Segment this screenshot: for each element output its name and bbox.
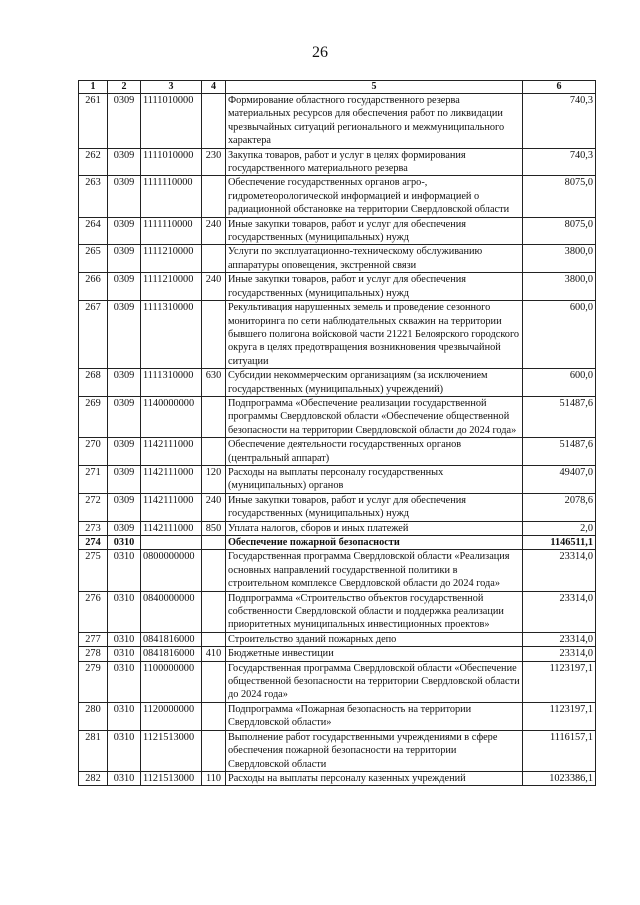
row-amount: 1116157,1 (523, 730, 596, 771)
expense-type-code: 410 (202, 647, 226, 661)
row-number: 262 (79, 148, 108, 176)
row-name: Иные закупки товаров, работ и услуг для обеспечения государственных (муниципальных) нужд (226, 493, 523, 521)
row-number: 263 (79, 176, 108, 217)
table-row (79, 661, 596, 702)
expense-type-code: 850 (202, 521, 226, 535)
target-article-code: 1121513000 (141, 730, 202, 771)
table-row (79, 245, 596, 273)
row-amount: 3800,0 (523, 245, 596, 273)
expense-type-code: 630 (202, 369, 226, 397)
row-amount: 2078,6 (523, 493, 596, 521)
row-name: Подпрограмма «Строительство объектов государственной собственности Свердловской области и поддержка реализации приоритетных муниципальных инвестиционных проектов» (226, 591, 523, 632)
row-amount: 1123197,1 (523, 702, 596, 730)
section-code: 0309 (108, 438, 141, 466)
column-header: 4 (202, 81, 226, 94)
section-code: 0309 (108, 493, 141, 521)
target-article-code: 1142111000 (141, 465, 202, 493)
expense-type-code: 240 (202, 493, 226, 521)
row-number: 266 (79, 273, 108, 301)
row-amount: 1146511,1 (523, 536, 596, 550)
section-code: 0309 (108, 176, 141, 217)
row-amount: 1023386,1 (523, 771, 596, 785)
table-row (79, 521, 596, 535)
column-header: 1 (79, 81, 108, 94)
target-article-code: 1111110000 (141, 176, 202, 217)
target-article-code: 1142111000 (141, 438, 202, 466)
row-name: Государственная программа Свердловской области «Реализация основных направлений государственной политики в строительном комплексе Свердловской области до 2024 года» (226, 550, 523, 591)
target-article-code: 1111210000 (141, 273, 202, 301)
expense-type-code (202, 176, 226, 217)
row-name: Формирование областного государственного резерва материальных ресурсов для обеспечения работ по ликвидации чрезвычайных ситуаций регионального и межмуниципального характера (226, 94, 523, 149)
expense-type-code (202, 550, 226, 591)
table-row (79, 536, 596, 550)
table-row (79, 632, 596, 646)
section-code: 0309 (108, 217, 141, 245)
row-number: 272 (79, 493, 108, 521)
row-number: 274 (79, 536, 108, 550)
section-code: 0310 (108, 647, 141, 661)
row-amount: 51487,6 (523, 396, 596, 437)
row-name: Обеспечение пожарной безопасности (226, 536, 523, 550)
row-name: Услуги по эксплуатационно-техническому обслуживанию аппаратуры оповещения, экстренной связи (226, 245, 523, 273)
target-article-code: 1120000000 (141, 702, 202, 730)
row-number: 281 (79, 730, 108, 771)
row-name: Подпрограмма «Обеспечение реализации государственной программы Свердловской области «Обеспечение общественной безопасности на территории Свердловской области до 2024 года» (226, 396, 523, 437)
target-article-code: 0800000000 (141, 550, 202, 591)
table-row (79, 647, 596, 661)
row-number: 275 (79, 550, 108, 591)
row-number: 271 (79, 465, 108, 493)
row-name: Выполнение работ государственными учреждениями в сфере обеспечения пожарной безопасности на территории Свердловской области (226, 730, 523, 771)
expense-type-code (202, 591, 226, 632)
row-number: 282 (79, 771, 108, 785)
target-article-code: 1140000000 (141, 396, 202, 437)
row-amount: 8075,0 (523, 176, 596, 217)
column-header: 2 (108, 81, 141, 94)
row-amount: 51487,6 (523, 438, 596, 466)
row-number: 276 (79, 591, 108, 632)
row-number: 273 (79, 521, 108, 535)
expense-type-code (202, 94, 226, 149)
row-number: 270 (79, 438, 108, 466)
section-code: 0310 (108, 591, 141, 632)
table-row (79, 217, 596, 245)
row-amount: 8075,0 (523, 217, 596, 245)
row-amount: 1123197,1 (523, 661, 596, 702)
expense-type-code (202, 536, 226, 550)
section-code: 0309 (108, 465, 141, 493)
row-number: 265 (79, 245, 108, 273)
target-article-code: 1111010000 (141, 148, 202, 176)
row-name: Уплата налогов, сборов и иных платежей (226, 521, 523, 535)
row-amount: 23314,0 (523, 632, 596, 646)
section-code: 0310 (108, 632, 141, 646)
table-row (79, 438, 596, 466)
section-code: 0309 (108, 521, 141, 535)
row-number: 267 (79, 301, 108, 369)
section-code: 0310 (108, 550, 141, 591)
column-header: 3 (141, 81, 202, 94)
row-name: Субсидии некоммерческим организациям (за исключением государственных (муниципальных) учреждений) (226, 369, 523, 397)
table-row (79, 396, 596, 437)
target-article-code: 1142111000 (141, 521, 202, 535)
row-name: Расходы на выплаты персоналу государственных (муниципальных) органов (226, 465, 523, 493)
row-number: 268 (79, 369, 108, 397)
target-article-code (141, 536, 202, 550)
row-name: Строительство зданий пожарных депо (226, 632, 523, 646)
expense-type-code: 240 (202, 273, 226, 301)
table-row (79, 94, 596, 149)
row-amount: 49407,0 (523, 465, 596, 493)
row-name: Обеспечение деятельности государственных органов (центральный аппарат) (226, 438, 523, 466)
target-article-code: 0841816000 (141, 632, 202, 646)
section-code: 0309 (108, 396, 141, 437)
table-header-row (79, 81, 596, 94)
section-code: 0309 (108, 245, 141, 273)
column-header: 6 (523, 81, 596, 94)
row-number: 277 (79, 632, 108, 646)
table-body (79, 94, 596, 786)
expense-type-code (202, 301, 226, 369)
section-code: 0309 (108, 148, 141, 176)
row-amount: 740,3 (523, 148, 596, 176)
expense-type-code (202, 661, 226, 702)
table-row (79, 730, 596, 771)
column-header: 5 (226, 81, 523, 94)
row-amount: 600,0 (523, 369, 596, 397)
section-code: 0309 (108, 369, 141, 397)
expense-type-code (202, 730, 226, 771)
target-article-code: 1111210000 (141, 245, 202, 273)
row-name: Рекультивация нарушенных земель и проведение сезонного мониторинга по сети наблюдательных скважин на территории бывшего полигона войсковой части 21221 Белоярского городского округа в целях предотвращения возникновения чрезвычайной ситуации (226, 301, 523, 369)
section-code: 0310 (108, 730, 141, 771)
row-amount: 600,0 (523, 301, 596, 369)
target-article-code: 1111110000 (141, 217, 202, 245)
expense-type-code: 110 (202, 771, 226, 785)
row-amount: 740,3 (523, 94, 596, 149)
row-number: 269 (79, 396, 108, 437)
table-row (79, 493, 596, 521)
table-row (79, 273, 596, 301)
row-number: 261 (79, 94, 108, 149)
table-row (79, 148, 596, 176)
expense-type-code: 240 (202, 217, 226, 245)
row-number: 280 (79, 702, 108, 730)
table-row (79, 771, 596, 785)
target-article-code: 0841816000 (141, 647, 202, 661)
row-number: 279 (79, 661, 108, 702)
expense-type-code (202, 396, 226, 437)
row-amount: 23314,0 (523, 647, 596, 661)
row-name: Государственная программа Свердловской области «Обеспечение общественной безопасности на территории Свердловской области до 2024 года» (226, 661, 523, 702)
row-name: Закупка товаров, работ и услуг в целях формирования государственного материального резерва (226, 148, 523, 176)
target-article-code: 1142111000 (141, 493, 202, 521)
table-row (79, 591, 596, 632)
expense-type-code: 230 (202, 148, 226, 176)
table-row (79, 369, 596, 397)
row-amount: 23314,0 (523, 550, 596, 591)
page-number: 26 (312, 44, 328, 61)
target-article-code: 1111010000 (141, 94, 202, 149)
budget-table (78, 80, 596, 786)
table-row (79, 176, 596, 217)
target-article-code: 1121513000 (141, 771, 202, 785)
row-amount: 23314,0 (523, 591, 596, 632)
target-article-code: 1100000000 (141, 661, 202, 702)
row-name: Иные закупки товаров, работ и услуг для обеспечения государственных (муниципальных) нужд (226, 217, 523, 245)
section-code: 0309 (108, 94, 141, 149)
target-article-code: 1111310000 (141, 301, 202, 369)
expense-type-code (202, 632, 226, 646)
row-name: Подпрограмма «Пожарная безопасность на территории Свердловской области» (226, 702, 523, 730)
row-number: 278 (79, 647, 108, 661)
row-name: Обеспечение государственных органов агро-, гидрометеорологической информацией и информацией о радиационной обстановке на территории Свердловской области (226, 176, 523, 217)
section-code: 0310 (108, 702, 141, 730)
row-name: Бюджетные инвестиции (226, 647, 523, 661)
section-code: 0309 (108, 301, 141, 369)
section-code: 0310 (108, 536, 141, 550)
section-code: 0310 (108, 771, 141, 785)
section-code: 0310 (108, 661, 141, 702)
target-article-code: 1111310000 (141, 369, 202, 397)
row-name: Расходы на выплаты персоналу казенных учреждений (226, 771, 523, 785)
row-number: 264 (79, 217, 108, 245)
table-row (79, 465, 596, 493)
row-amount: 2,0 (523, 521, 596, 535)
expense-type-code: 120 (202, 465, 226, 493)
target-article-code: 0840000000 (141, 591, 202, 632)
expense-type-code (202, 702, 226, 730)
row-name: Иные закупки товаров, работ и услуг для обеспечения государственных (муниципальных) нужд (226, 273, 523, 301)
section-code: 0309 (108, 273, 141, 301)
expense-type-code (202, 438, 226, 466)
row-amount: 3800,0 (523, 273, 596, 301)
table-row (79, 702, 596, 730)
table-row (79, 301, 596, 369)
table-row (79, 550, 596, 591)
expense-type-code (202, 245, 226, 273)
